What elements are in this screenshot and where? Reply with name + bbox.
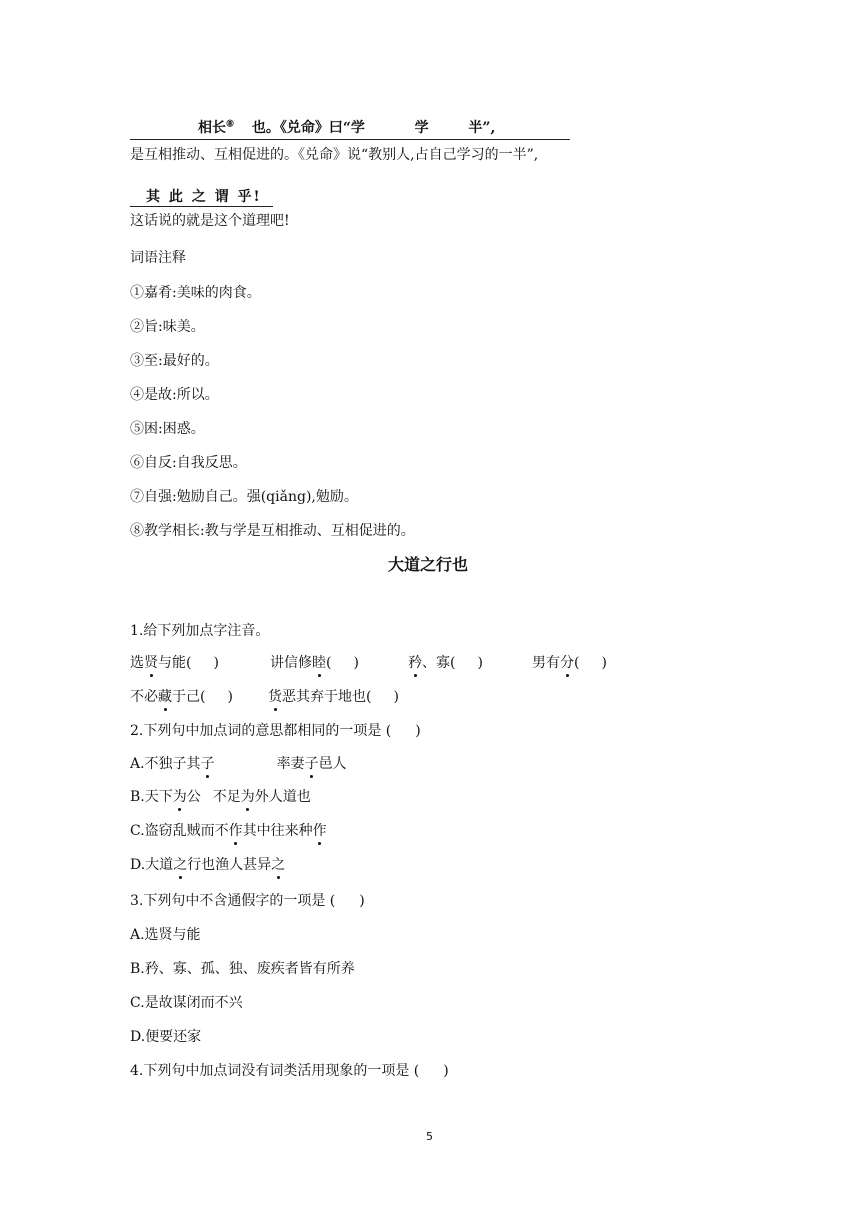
text-segment: 邑人 [318,756,347,772]
text-segment: ) [213,655,219,671]
q2-stem [130,720,421,740]
text-segment: 不足 [212,789,241,805]
text-segment: 4.下列句中加点词没有词类活用现象的一项是 ( [130,1063,420,1079]
dotted-char: 之 [173,854,187,874]
dotted-char: 为 [173,786,187,806]
passage-line2: 其 此 之 谓 乎! [146,189,262,205]
divider [130,139,570,140]
q1-item [408,652,483,672]
note-item: ①嘉肴:美味的肉食。 [130,285,261,301]
dotted-char: 子 [305,753,319,773]
text-segment: 3.下列句中不含通假字的一项是 ( [130,893,336,909]
dotted-char: 子 [201,753,215,773]
text-segment: ) [227,689,233,705]
page-number: 5 [426,1130,433,1143]
dotted-char: 睦 [312,652,326,672]
q1-item [270,652,359,672]
text-segment: ( [574,655,580,671]
q1-item [532,652,607,672]
q2-option-a [130,753,347,773]
q3-stem [130,890,365,910]
dotted-char: 矜 [408,652,422,672]
q3-option: D.便要还家 [130,1029,202,1045]
text-segment: ) [359,893,365,909]
text-segment: ) [477,655,483,671]
text-segment: 选 [130,655,144,671]
q3-option: B.矜、寡、孤、独、废疾者皆有所养 [130,961,355,977]
text-segment: 讲信修 [270,655,312,671]
text-segment: 、寡( [422,655,456,671]
text-segment: 学 [414,120,429,136]
q4-stem [130,1060,449,1080]
text-segment: 外人道也 [254,789,311,805]
dotted-char: 为 [241,786,255,806]
passage-line1 [198,117,495,137]
text-segment: 恶其弃于地也( [282,689,372,705]
q2-option-d [130,854,285,874]
text-segment: 行也渔人甚异 [187,857,272,873]
text-segment: D.大道 [130,857,174,873]
q1-item [268,686,399,706]
text-segment: A.不独子其 [130,756,201,772]
text-segment: 也。《兑命》曰“学 [251,120,365,136]
text-segment: B.天下 [130,789,173,805]
divider [130,206,273,207]
text-segment: ) [393,689,399,705]
text-segment: 男有 [532,655,560,671]
text-segment: ) [415,723,421,739]
text-segment: ) [601,655,607,671]
text-segment: 半”, [468,120,496,136]
q3-option: C.是故谋闭而不兴 [130,995,243,1011]
text-segment: ) [443,1063,449,1079]
q1-stem: 1.给下列加点字注音。 [130,623,270,639]
text-segment: C.盗窃乱贼而不 [130,823,229,839]
note-item: ③至:最好的。 [130,353,219,369]
note-item: ⑤困:困惑。 [130,421,205,437]
q1-item [130,686,233,706]
q2-option-c [130,820,327,840]
footnote-mark: ⑧ [226,119,235,130]
note-item: ④是故:所以。 [130,387,219,403]
dotted-char: 作 [313,820,327,840]
text-segment: 不必 [130,689,158,705]
dotted-char: 藏 [158,686,172,706]
notes-heading: 词语注释 [130,250,186,266]
q3-option: A.选贤与能 [130,927,201,943]
text-segment: 公 [186,789,201,805]
text-segment: 其中往来种 [242,823,313,839]
note-item: ⑧教学相长:教与学是互相推动、互相促进的。 [130,523,415,539]
section-title: 大道之行也 [388,555,469,574]
dotted-char: 作 [229,820,243,840]
dotted-char: 分 [560,652,574,672]
q1-item [130,652,219,672]
note-item: ⑦自强:勉励自己。强(qiǎng),勉励。 [130,489,358,505]
text-segment: 与能( [158,655,192,671]
passage-line1-translation: 是互相推动、互相促进的。《兑命》说“教别人,占自己学习的一半”, [130,147,539,163]
dotted-char: 之 [271,854,285,874]
text-segment: ( [326,655,332,671]
dotted-char: 货 [268,686,282,706]
dotted-char: 贤 [144,652,158,672]
text-segment: 相长 [198,120,226,136]
text-segment: ) [353,655,359,671]
passage-line2-translation: 这话说的就是这个道理吧! [130,213,290,229]
text-segment: 2.下列句中加点词的意思都相同的一项是 ( [130,723,392,739]
text-segment: 于己( [172,689,206,705]
note-item: ②旨:味美。 [130,319,205,335]
q2-option-b [130,786,311,806]
text-segment: 率妻 [276,756,305,772]
note-item: ⑥自反:自我反思。 [130,455,247,471]
